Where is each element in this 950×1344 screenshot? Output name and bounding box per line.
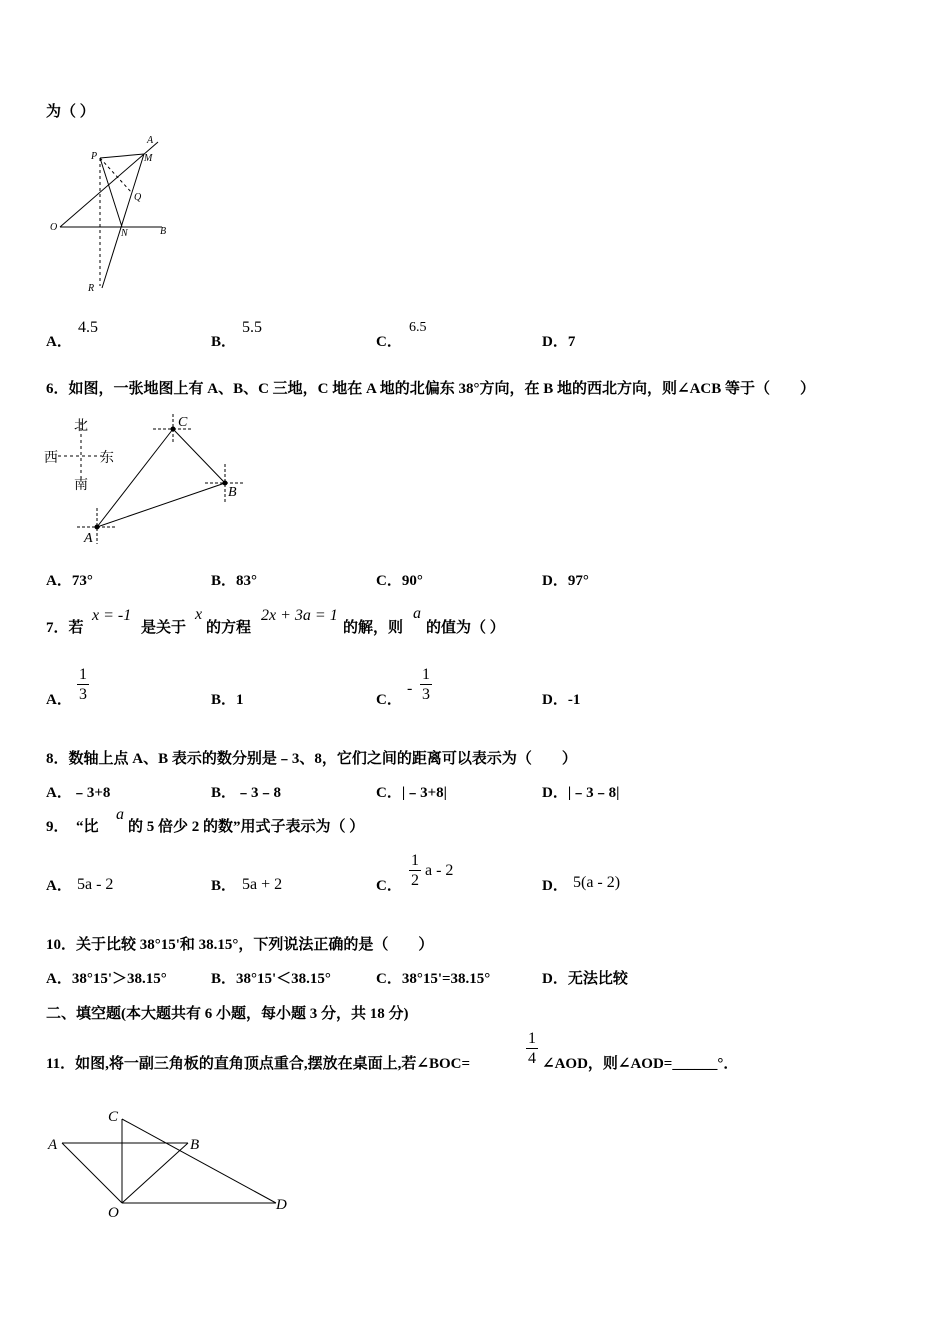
q9-option-b: B． <box>211 878 237 894</box>
segment-ab <box>97 483 225 527</box>
label-m: M <box>144 153 153 164</box>
q10-option-d: D．无法比较 <box>542 971 628 987</box>
label-o: O <box>108 1205 119 1221</box>
q9-option-c-fraction <box>409 852 421 889</box>
q9-part2: 的 5 倍少 2 的数”用式子表示为（ ） <box>128 819 365 835</box>
q5-option-b: B． <box>211 334 237 350</box>
fraction-bar <box>420 684 432 685</box>
fraction-bar <box>526 1048 538 1049</box>
q7-option-c-sign: - <box>407 680 413 697</box>
q7-option-c-fraction <box>420 666 432 703</box>
denominator: 2 <box>411 872 419 889</box>
q7-option-b: B．1 <box>211 692 244 708</box>
q10-option-c: C．38°15'=38.15° <box>376 971 491 987</box>
label-b: B <box>190 1137 200 1153</box>
fraction-bar <box>77 684 89 685</box>
q10-stem: 10．关于比较 38°15'和 38.15°，下列说法正确的是（ ） <box>46 937 434 953</box>
q7-part1: 7．若 <box>46 620 84 636</box>
point-a <box>95 525 100 530</box>
q6-stem: 6．如图，一张地图上有 A、B、C 三地，C 地在 A 地的北偏东 38°方向，在 B 地的西北方向，则∠ACB 等于（ ） <box>46 381 816 397</box>
line-mr <box>102 154 144 288</box>
segment-ac <box>97 429 173 527</box>
q6-option-c: C．90° <box>376 573 423 589</box>
q7-part3: 的方程 <box>206 620 252 636</box>
segment-pn <box>100 158 122 227</box>
q9-option-a: A． <box>46 878 72 894</box>
label-q: Q <box>134 192 142 203</box>
label-d: D <box>276 1197 287 1213</box>
label-a: A <box>147 135 154 146</box>
segment-ob <box>122 1143 188 1203</box>
q5-stem-tail: 为（ ） <box>46 104 95 120</box>
q9-option-c: C． <box>376 878 402 894</box>
compass-north: 北 <box>74 419 88 434</box>
segment-cb <box>173 429 225 483</box>
q10-option-b: B．38°15'＜38.15° <box>211 971 331 987</box>
q7-equation: 2x + 3a = 1 <box>261 607 338 624</box>
label-c: C <box>108 1109 119 1125</box>
label-n: N <box>121 228 128 239</box>
q8-stem: 8．数轴上点 A、B 表示的数分别是﹣3、8，它们之间的距离可以表示为（ ） <box>46 751 577 767</box>
label-c: C <box>178 415 188 430</box>
q11-part2: ∠AOD，则∠AOD=______°． <box>542 1056 739 1072</box>
q9-var-a: a <box>116 806 124 823</box>
q7-option-a: A． <box>46 692 72 708</box>
segment-ao <box>62 1143 122 1203</box>
compass-east: 东 <box>100 451 114 466</box>
q7-var-a: a <box>413 605 421 622</box>
numerator: 1 <box>422 666 430 683</box>
label-p: P <box>91 151 98 162</box>
point-c <box>171 427 176 432</box>
q5-option-b-value: 5.5 <box>242 319 262 336</box>
q7-part4: 的解，则 <box>343 620 404 636</box>
label-b: B <box>228 485 237 500</box>
denominator: 4 <box>528 1050 536 1067</box>
q7-option-d: D．-1 <box>542 692 581 708</box>
q5-option-c: C． <box>376 334 402 350</box>
numerator: 1 <box>411 852 419 869</box>
label-a: A <box>84 531 93 546</box>
q7-option-c: C． <box>376 692 402 708</box>
q9-option-b-expr: 5a + 2 <box>242 876 283 893</box>
q7-option-a-fraction <box>77 666 89 703</box>
numerator: 1 <box>79 666 87 683</box>
label-r: R <box>88 283 95 294</box>
q11-part1: 11．如图,将一副三角板的直角顶点重合,摆放在桌面上,若∠BOC= <box>46 1056 471 1072</box>
q8-option-c: C．|﹣3+8| <box>376 785 447 801</box>
q8-option-a: A．﹣3+8 <box>46 785 111 801</box>
q7-part5: 的值为（ ） <box>426 620 505 636</box>
q5-option-a: A． <box>46 334 72 350</box>
q6-figure <box>40 408 260 548</box>
q5-option-d: D．7 <box>542 334 576 350</box>
label-a: A <box>48 1137 58 1153</box>
q8-option-b: B．﹣3﹣8 <box>211 785 282 801</box>
q9-part1: 9． “比 <box>46 819 99 835</box>
label-o: O <box>50 222 58 233</box>
q6-option-b: B．83° <box>211 573 258 589</box>
q5-option-c-value: 6.5 <box>409 320 427 335</box>
q6-option-d: D．97° <box>542 573 589 589</box>
q11-fraction <box>526 1030 538 1067</box>
q9-option-d-expr: 5(a - 2) <box>573 874 621 891</box>
segment-pm <box>100 154 144 158</box>
q9-option-a-expr: 5a - 2 <box>77 876 114 893</box>
q5-figure <box>40 130 180 300</box>
point-b <box>223 481 228 486</box>
q6-option-a: A．73° <box>46 573 93 589</box>
label-b: B <box>160 226 167 237</box>
q9-option-c-expr: a - 2 <box>425 862 454 879</box>
q9-option-d: D． <box>542 878 568 894</box>
denominator: 3 <box>422 686 430 703</box>
denominator: 3 <box>79 686 87 703</box>
compass-south: 南 <box>74 478 88 493</box>
segment-cd <box>122 1119 276 1203</box>
fraction-bar <box>409 870 421 871</box>
q10-option-a: A．38°15'＞38.15° <box>46 971 167 987</box>
q5-option-a-value: 4.5 <box>78 319 98 336</box>
numerator: 1 <box>528 1030 536 1047</box>
q7-var-x: x <box>195 606 203 623</box>
q7-part2: 是关于 <box>141 620 187 636</box>
q7-equation-x: x = -1 <box>92 607 132 624</box>
compass-west: 西 <box>44 451 58 466</box>
q11-figure <box>40 1102 300 1222</box>
q8-option-d: D．|﹣3﹣8| <box>542 785 620 801</box>
section-heading: 二、填空题(本大题共有 6 小题，每小题 3 分，共 18 分) <box>46 1006 409 1022</box>
